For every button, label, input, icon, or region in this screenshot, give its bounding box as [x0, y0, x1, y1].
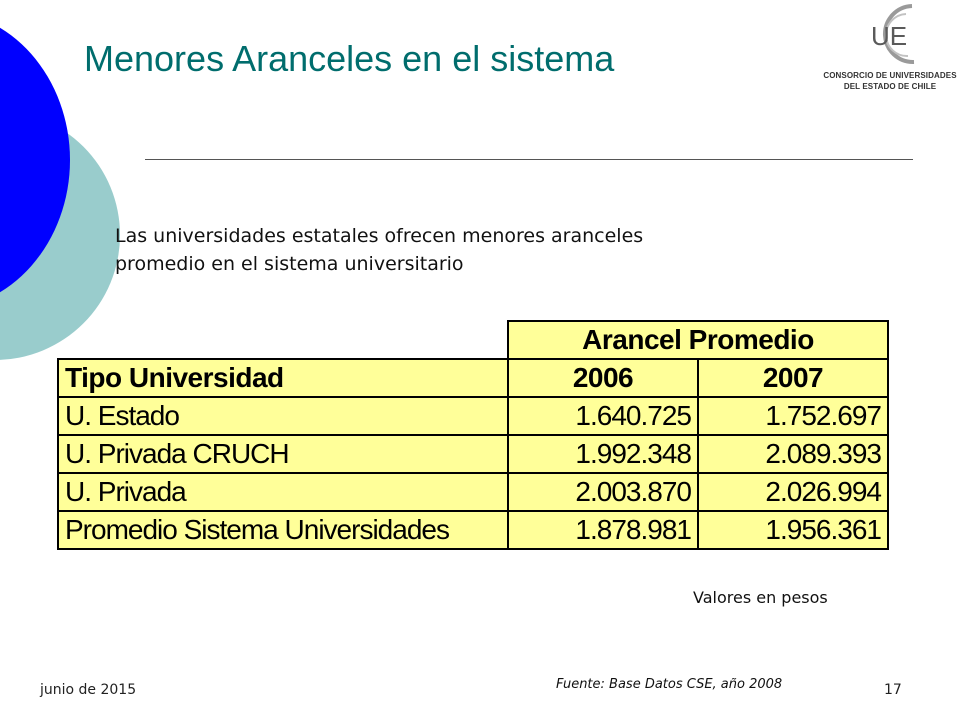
value-2007: 2.026.994	[698, 473, 888, 511]
intro-text: Las universidades estatales ofrecen menores aranceles promedio en el sistema universitario	[115, 225, 644, 275]
logo-text-line1: CONSORCIO DE UNIVERSIDADES	[823, 71, 957, 80]
cue-logo-icon	[820, 0, 960, 70]
table-row	[58, 435, 888, 473]
value-2006: 2.003.870	[508, 473, 698, 511]
title-divider	[145, 159, 913, 160]
value-2007: 1.752.697	[698, 397, 888, 435]
footer-source: Fuente: Base Datos CSE, año 2008	[556, 677, 783, 692]
table-group-header: Arancel Promedio	[508, 321, 888, 359]
value-2006: 1.640.725	[508, 397, 698, 435]
value-2006: 1.878.981	[508, 511, 698, 549]
table-row	[58, 511, 888, 549]
table-corner-blank	[58, 321, 508, 359]
table-row	[58, 473, 888, 511]
table-group-header-row	[58, 321, 888, 359]
column-header-type: Tipo Universidad	[58, 359, 508, 397]
column-header-2006: 2006	[508, 359, 698, 397]
row-label: U. Estado	[58, 397, 508, 435]
row-label: Promedio Sistema Universidades	[58, 511, 508, 549]
page-number: 17	[884, 682, 902, 698]
table-header-row	[58, 359, 888, 397]
row-label: U. Privada	[58, 473, 508, 511]
cue-logo	[820, 0, 960, 100]
slide-title: Menores Aranceles en el sistema	[84, 38, 615, 79]
logo-monogram: UE	[870, 21, 908, 51]
value-2006: 1.992.348	[508, 435, 698, 473]
column-header-2007: 2007	[698, 359, 888, 397]
tuition-table	[57, 320, 889, 550]
value-2007: 2.089.393	[698, 435, 888, 473]
currency-note: Valores en pesos	[693, 588, 828, 607]
footer-date: junio de 2015	[40, 682, 137, 698]
row-label: U. Privada CRUCH	[58, 435, 508, 473]
value-2007: 1.956.361	[698, 511, 888, 549]
logo-text-line2: DEL ESTADO DE CHILE	[843, 82, 937, 91]
table-row	[58, 397, 888, 435]
